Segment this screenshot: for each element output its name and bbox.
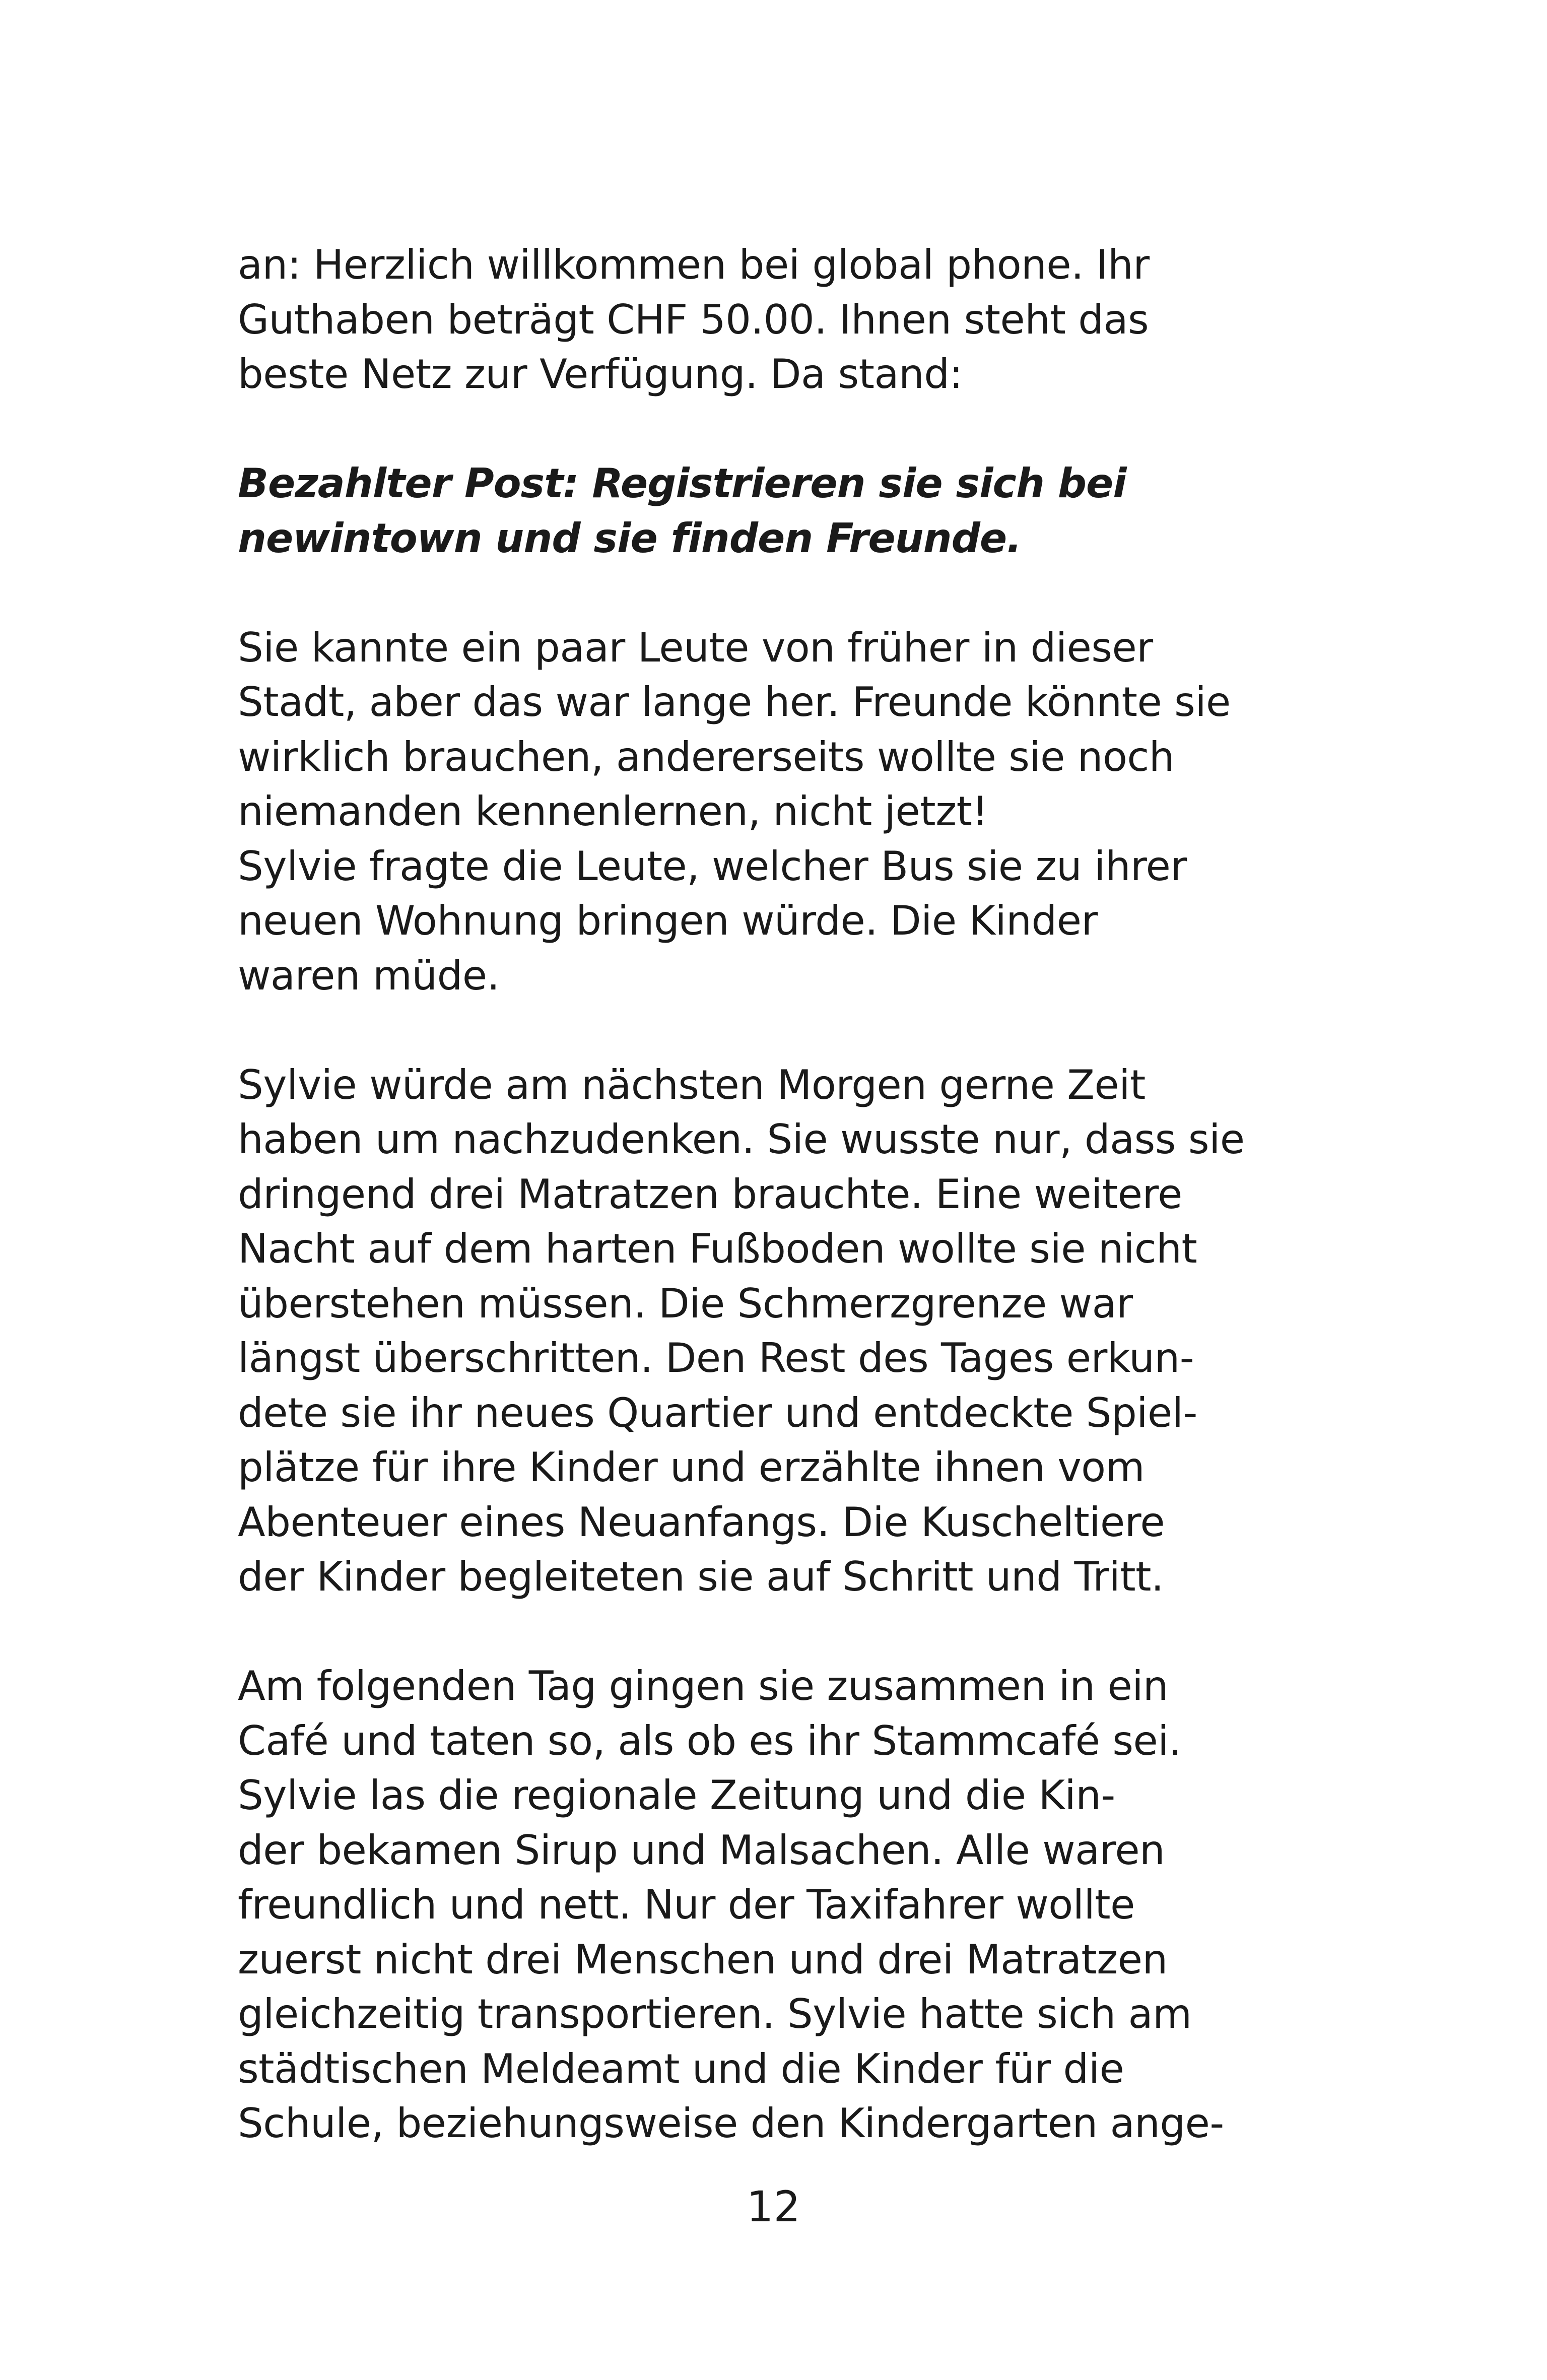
paragraph-cafe [238, 1659, 1275, 2151]
text-line: längst überschritten. Den Rest des Tages erkun- [238, 1335, 1194, 1381]
text-line: Sylvie fragte die Leute, welcher Bus sie zu ihrer [238, 842, 1187, 890]
text-line: Sie kannte ein paar Leute von früher in dieser [238, 624, 1153, 671]
page-number: 12 [747, 2182, 800, 2231]
body-text [238, 238, 1275, 2151]
text-line: freundlich und nett. Nur der Taxifahrer wollte [238, 1881, 1135, 1928]
text-line: dete sie ihr neues Quartier und entdeckte Spiel- [238, 1389, 1197, 1436]
text-line: haben um nachzudenken. Sie wusste nur, dass sie [238, 1116, 1245, 1163]
text-line: Sylvie würde am nächsten Morgen gerne Zeit [238, 1061, 1146, 1108]
text-line: gleichzeitig transportieren. Sylvie hatte sich am [238, 1991, 1192, 2037]
text-line: beste Netz zur Verfügung. Da stand: [238, 351, 963, 398]
text-line: Abenteuer eines Neuanfangs. Die Kuscheltiere [238, 1498, 1165, 1546]
text-line: plätze für ihre Kinder und erzählte ihnen vom [238, 1444, 1145, 1491]
text-line: überstehen müssen. Die Schmerzgrenze war [238, 1280, 1133, 1327]
text-line: Am folgenden Tag gingen sie zusammen in ein [238, 1663, 1169, 1709]
text-line: neuen Wohnung bringen würde. Die Kinder [238, 897, 1098, 944]
text-line: wirklich brauchen, andererseits wollte sie noch [238, 733, 1175, 780]
paragraph-sms-message [238, 238, 1275, 402]
text-line: städtischen Meldeamt und die Kinder für die [238, 2045, 1124, 2092]
text-line: Stadt, aber das war lange her. Freunde könnte sie [238, 679, 1231, 725]
text-line: Nacht auf dem harten Fußboden wollte sie nicht [238, 1225, 1197, 1272]
text-line: dringend drei Matratzen brauchte. Eine weitere [238, 1170, 1182, 1218]
paragraph-sponsored-post [238, 456, 1275, 566]
text-line: newintown und sie finden Freunde. [238, 514, 1022, 562]
text-line: der Kinder begleiteten sie auf Schritt und Tritt. [238, 1553, 1164, 1600]
paragraph-friends [238, 621, 1275, 1004]
text-line: Café und taten so, als ob es ihr Stammcafé sei. [238, 1717, 1181, 1764]
text-line: zuerst nicht drei Menschen und drei Matratzen [238, 1936, 1168, 1983]
text-line: Bezahlter Post: Registrieren sie sich bei [238, 460, 1126, 507]
text-line: Guthaben beträgt CHF 50.00. Ihnen steht das [238, 296, 1149, 343]
text-line: der bekamen Sirup und Malsachen. Alle waren [238, 1826, 1165, 1874]
text-line: Schule, beziehungsweise den Kindergarten ange- [238, 2100, 1224, 2147]
paragraph-next-morning [238, 1058, 1275, 1605]
text-line: Sylvie las die regionale Zeitung und die Kin- [238, 1772, 1115, 1819]
text-line: waren müde. [238, 952, 500, 999]
text-line: niemanden kennenlernen, nicht jetzt! [238, 788, 988, 835]
text-line: an: Herzlich willkommen bei global phone. Ihr [238, 241, 1150, 288]
